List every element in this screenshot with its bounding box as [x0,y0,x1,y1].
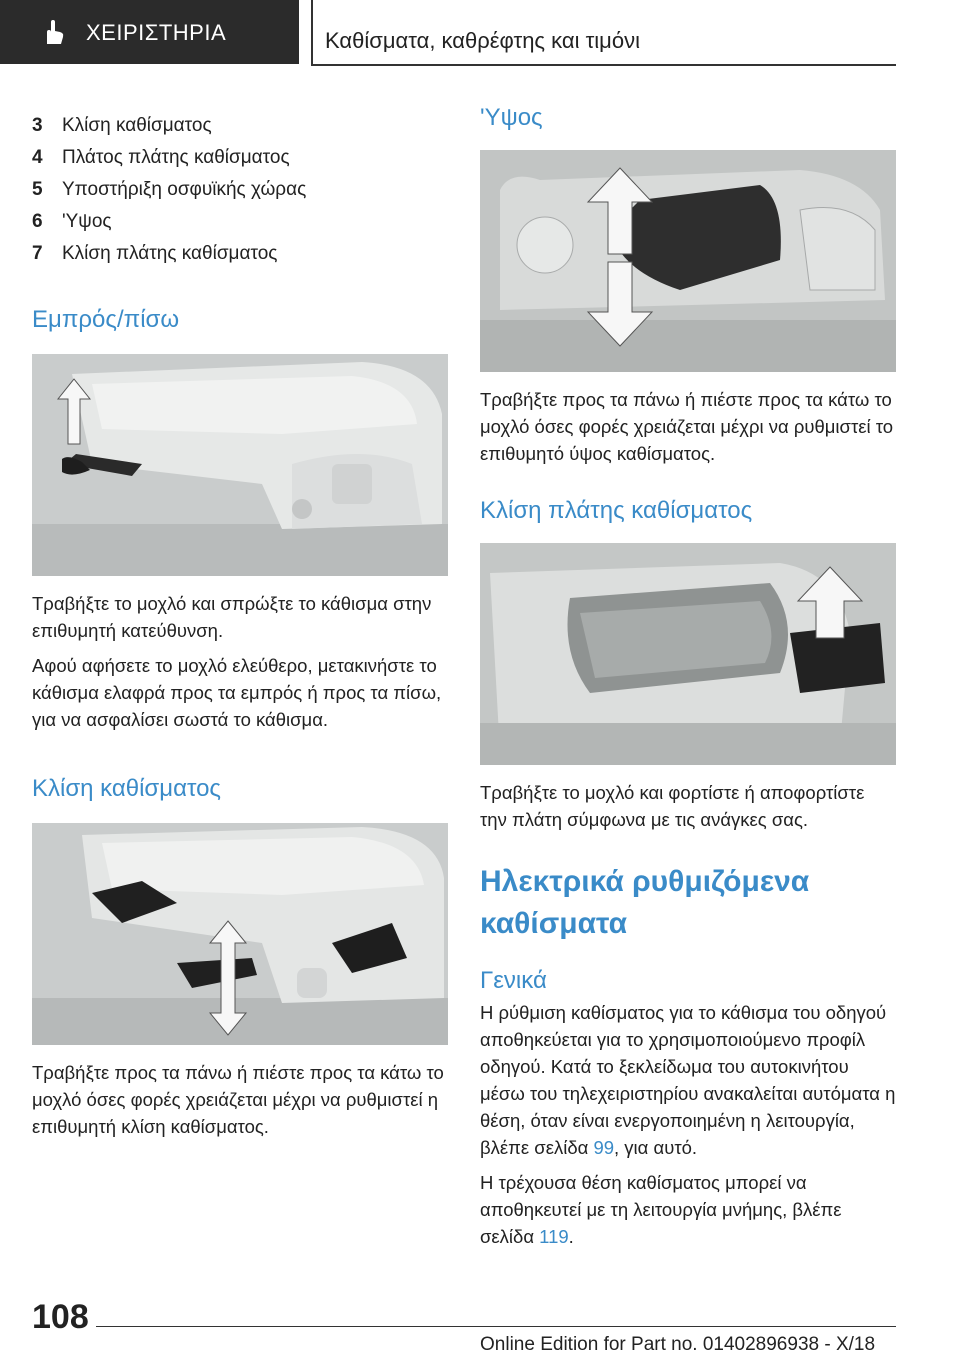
paragraph-text: Η ρύθμιση καθίσματος για το κάθισμα του οδηγού αποθηκεύεται για το χρησιμοποιούμενο προφίλ οδηγού. Κατά το ξεκλείδωμα του αυτοκινήτου μέσω του τηλεχειριστηρίου ανακαλείται αυτόματα η θέση, όταν είναι ενεργοποιημένη η λειτουργία, βλέπε σελίδα [480,1002,896,1158]
seat-fore-aft-illustration [32,354,448,576]
general-paragraph-1 [480,999,896,1161]
item-text: Κλίση καθίσματος [62,115,212,136]
section-heading-fore-aft: Εμπρός/πίσω [32,306,180,333]
right-column [480,100,896,1250]
section-heading-electric-seats: Ηλεκτρικά ρυθμιζόμενα καθίσματα [480,865,810,940]
section-heading-backrest-tilt: Κλίση πλάτης καθίσματος [480,497,753,524]
section-heading-height: 'Υψος [480,104,543,131]
paragraph-text: . [568,1226,574,1247]
chapter-title: Καθίσματα, καθρέφτης και τιμόνι [325,28,640,53]
item-text: Κλίση πλάτης καθίσματος [62,243,278,264]
item-number: 6 [32,211,43,232]
section-subheading-general: Γενικά [480,967,547,994]
backrest-tilt-paragraph: Τραβήξτε το μοχλό και φορτίστε ή αποφορτίστε την πλάτη σύμφωνα με τις ανάγκες σας. [480,782,865,830]
header-rule [311,64,896,66]
list-item [32,110,448,142]
item-number: 4 [32,147,43,168]
item-number: 3 [32,115,43,136]
page-number: 108 [32,1298,89,1336]
legend-list [32,110,448,270]
item-text: Υποστήριξη οσφυϊκής χώρας [62,179,307,200]
list-item [32,174,448,206]
header-section-label: ΧΕΙΡΙΣΤΗΡΙΑ [86,20,227,45]
paragraph-text: Η τρέχουσα θέση καθίσματος μπορεί να αποθηκευτεί με τη λειτουργία μνήμης, βλέπε σελίδα [480,1172,842,1247]
seat-tilt-illustration [32,823,448,1045]
list-item [32,142,448,174]
fore-aft-paragraph-2: Αφού αφήσετε το μοχλό ελεύθερο, μετακινήστε το κάθισμα ελαφρά προς τα εμπρός ή προς τα πίσω, για να ασφαλίσει σωστά το κάθισμα. [32,655,442,730]
fore-aft-paragraph-1: Τραβήξτε το μοχλό και σπρώξτε το κάθισμα στην επιθυμητή κατεύθυνση. [32,593,432,641]
hand-pointer-icon [38,18,68,48]
footer-edition: Online Edition for Part no. 01402896938 - X/18 [480,1334,876,1355]
item-number: 7 [32,243,43,264]
item-text: 'Υψος [62,211,112,232]
seat-tilt-paragraph: Τραβήξτε προς τα πάνω ή πιέστε προς τα κάτω το μοχλό όσες φορές χρειάζεται μέχρι να ρυθμιστεί η επιθυμητή κλίση καθίσματος. [32,1062,444,1137]
list-item [32,206,448,238]
height-paragraph: Τραβήξτε προς τα πάνω ή πιέστε προς τα κάτω το μοχλό όσες φορές χρειάζεται μέχρι να ρυθμιστεί το επιθυμητό ύψος καθίσματος. [480,389,894,464]
page-link-99[interactable]: 99 [593,1137,615,1158]
footer-rule [96,1326,896,1327]
list-item [32,238,448,270]
item-number: 5 [32,179,43,200]
paragraph-text: , για αυτό. [614,1137,698,1158]
item-text: Πλάτος πλάτης καθίσματος [62,147,290,168]
header-section-tab [0,0,299,64]
section-heading-seat-tilt: Κλίση καθίσματος [32,775,221,802]
left-column [32,100,448,1140]
backrest-tilt-illustration [480,543,896,765]
header-separator [311,0,313,64]
page-link-119[interactable]: 119 [539,1226,569,1247]
seat-height-illustration [480,150,896,372]
general-paragraph-2 [480,1169,896,1250]
